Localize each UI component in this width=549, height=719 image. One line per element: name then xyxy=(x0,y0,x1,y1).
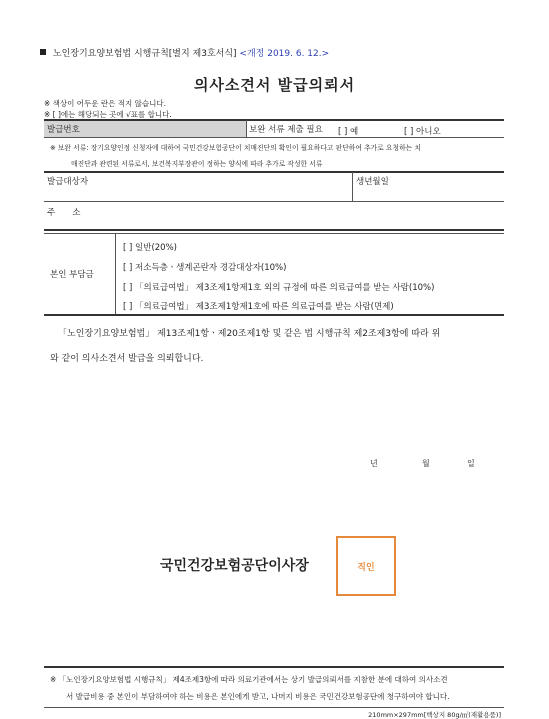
copay-option-low-income[interactable]: [ ] 저소득층ㆍ생계곤란자 경감대상자(10%) xyxy=(123,263,287,273)
dob-label: 생년월일 xyxy=(356,177,389,187)
date-year: 년 xyxy=(370,459,378,468)
signatory-name: 국민건강보험공단이사장 xyxy=(160,558,309,574)
square-bullet-icon xyxy=(40,49,46,55)
table-divider xyxy=(246,120,247,137)
table-top-border xyxy=(44,119,504,121)
request-text-line-2: 와 같이 의사소견서 발급을 의뢰합니다. xyxy=(50,354,204,364)
paper-spec: 210mm×297mm[백상지 80g/㎡(재활용품)] xyxy=(368,711,501,719)
date-month: 월 xyxy=(422,459,430,468)
table-divider xyxy=(44,171,504,173)
page-title: 의사소견서 발급의뢰서 xyxy=(193,76,356,94)
note-shaded: ※ 색상이 어두운 란은 적지 않습니다. xyxy=(44,99,167,108)
footer-note-line-2: 서 발급비용 중 본인이 부담하여야 하는 비용은 본인에게 받고, 나머지 비용은 국민건강보험공단에 청구하여야 합니다. xyxy=(66,692,450,701)
copay-option-medical-aid-exempt[interactable]: [ ] 「의료급여법」 제3조제1항제1호에 따른 의료급여를 받는 사람(면제) xyxy=(123,302,394,312)
address-label: 주 소 xyxy=(47,208,81,218)
table-divider xyxy=(44,201,504,202)
form-reference: 노인장기요양보험법 시행규칙[별지 제3호서식] xyxy=(52,49,237,59)
supplement-yes-checkbox[interactable]: [ ] 예 xyxy=(338,127,359,137)
copay-label: 본인 부담금 xyxy=(50,270,94,280)
copay-option-medical-aid-other[interactable]: [ ] 「의료급여법」 제3조제1항제1호 외의 규정에 따른 의료급여를 받는 사람(10%) xyxy=(123,283,435,293)
revision-date: <개정 2019. 6. 12.> xyxy=(239,49,330,59)
official-seal-box xyxy=(336,536,396,596)
request-text-line-1: 「노인장기요양보험법」 제13조제1항ㆍ제20조제1항 및 같은 법 시행규칙 제2조제3항에 따라 위 xyxy=(58,329,441,339)
table-divider xyxy=(115,234,116,314)
note-checkbox: ※ [ ]에는 해당되는 곳에 √표를 합니다. xyxy=(44,110,172,119)
issue-number-label: 발급번호 xyxy=(47,125,80,135)
applicant-label: 발급대상자 xyxy=(47,177,89,187)
date-day: 일 xyxy=(467,459,475,468)
table-divider xyxy=(44,229,504,231)
supplement-label: 보완 서류 제출 필요 xyxy=(249,125,323,135)
table-divider xyxy=(44,137,504,138)
supplement-note-line-2: 매진단과 관련된 서류로서, 보건복지부장관이 정하는 양식에 따라 추가로 작성한 서류 xyxy=(71,160,323,168)
footer-top-border xyxy=(44,666,504,668)
copay-option-general[interactable]: [ ] 일반(20%) xyxy=(123,243,177,253)
footer-bottom-border xyxy=(44,707,504,708)
footer-note-line-1: ※ 「노인장기요양보험법 시행규칙」 제4조제3항에 따라 의료기관에서는 상기 발급의뢰서를 지참한 분에 대하여 의사소견 xyxy=(50,675,448,684)
supplement-note-line-1: ※ 보완 서류: 장기요양인정 신청자에 대하여 국민건강보험공단이 치매진단의 확인이 필요하다고 판단하여 추가로 요청하는 치 xyxy=(50,144,421,152)
table-divider xyxy=(44,233,504,234)
table-bottom-border xyxy=(44,314,504,316)
supplement-no-checkbox[interactable]: [ ] 아니오 xyxy=(404,127,441,137)
seal-label: 직인 xyxy=(357,562,375,573)
form-reference-header xyxy=(40,46,329,59)
table-divider xyxy=(352,172,353,201)
